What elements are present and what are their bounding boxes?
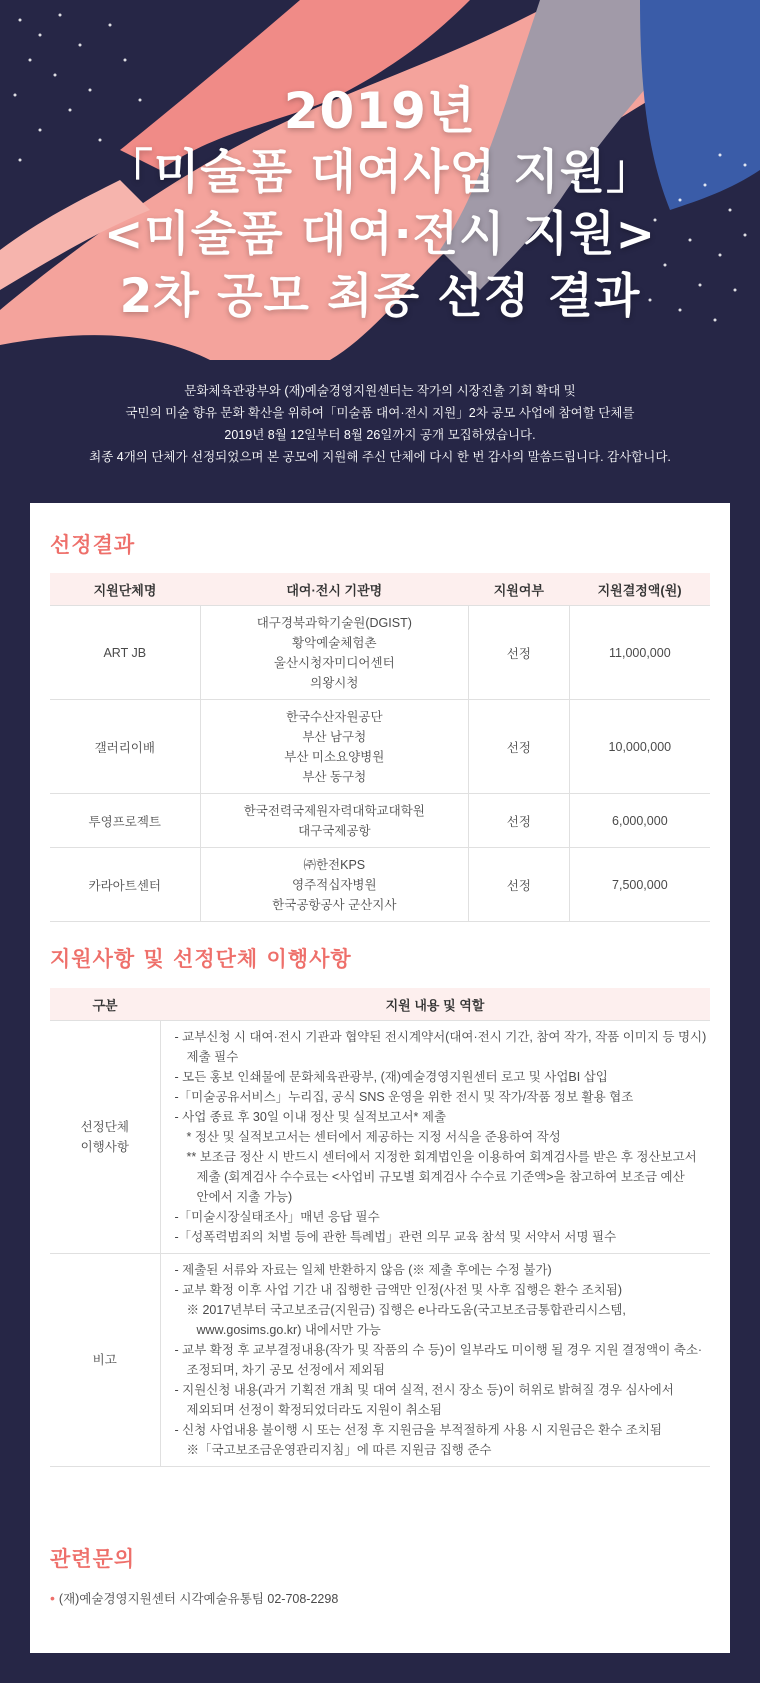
- intro-line: 2019년 8월 12일부터 8월 26일까지 공개 모집하였습니다.: [224, 428, 536, 442]
- content-line: -「미술시장실태조사」매년 응답 필수: [174, 1210, 380, 1224]
- venue-list: [200, 794, 469, 848]
- col-header-content: 지원 내용 및 역할: [160, 988, 710, 1021]
- content-line: 안에서 지출 가능): [196, 1190, 293, 1204]
- content-line: -「성폭력범죄의 처벌 등에 관한 특례법」관련 의무 교육 참석 및 서약서 서명 필수: [174, 1230, 617, 1244]
- content-line: ※ 2017년부터 국고보조금(지원금) 집행은 e나라도움(국고보조금통합관리시스템,: [186, 1303, 626, 1317]
- row-content: [160, 1021, 710, 1254]
- venue-name: 한국전력국제원자력대학교대학원: [243, 803, 425, 818]
- row-label-line: 선정단체: [80, 1120, 129, 1134]
- title-line-year: 2019년: [283, 82, 477, 140]
- table-row: [50, 1021, 710, 1254]
- row-label: [50, 1021, 160, 1254]
- obligations-table: [50, 988, 710, 1467]
- content-line: - 교부 확정 이후 사업 기간 내 집행한 금액만 인정(사전 및 사후 집행은 환수 조치됨): [174, 1283, 623, 1297]
- status-value: 선정: [469, 794, 570, 848]
- row-label: [50, 1254, 160, 1467]
- col-header-amount: 지원결정액(원): [569, 573, 710, 606]
- content-line: - 사업 종료 후 30일 이내 정산 및 실적보고서* 제출: [174, 1110, 447, 1124]
- content-line: - 모든 홍보 인쇄물에 문화체육관광부, (재)예술경영지원센터 로고 및 사업BI 삽입: [174, 1070, 608, 1084]
- results-table: [50, 573, 710, 922]
- page-title: [0, 80, 760, 328]
- content-line: - 교부신청 시 대여·전시 기관과 협약된 전시계약서(대여·전시 기간, 참여 작가, 작품 이미지 등 명시): [174, 1030, 707, 1044]
- content-line: ※「국고보조금운영관리지침」에 따른 지원금 집행 준수: [186, 1443, 492, 1457]
- col-header-category: 구분: [50, 988, 160, 1021]
- content-line: 제출 필수: [186, 1050, 239, 1064]
- content-line: - 지원신청 내용(과거 기획전 개최 및 대여 실적, 전시 장소 등)이 허위로 밝혀질 경우 심사에서: [174, 1383, 674, 1397]
- venue-name: 울산시청자미디어센터: [273, 655, 395, 670]
- row-content: [160, 1254, 710, 1467]
- table-row: [50, 848, 710, 922]
- table-row: [50, 794, 710, 848]
- venue-name: 황악예술체험촌: [292, 635, 377, 650]
- content-line: ** 보조금 정산 시 반드시 센터에서 지정한 회계법인을 이용하여 회계검사를 받은 후 정산보고서: [186, 1150, 697, 1164]
- content-card: [30, 503, 730, 1653]
- amount-value: 6,000,000: [569, 794, 710, 848]
- org-name: 카라아트센터: [50, 848, 200, 922]
- table-row: [50, 1254, 710, 1467]
- bullet-icon: •: [50, 1590, 55, 1606]
- org-name: 갤러리이배: [50, 700, 200, 794]
- contact-text: (재)예술경영지원센터 시각예술유통팀 02-708-2298: [58, 1592, 339, 1606]
- venue-name: ㈜한전KPS: [303, 857, 366, 872]
- venue-list: [200, 606, 469, 700]
- content-line: * 정산 및 실적보고서는 센터에서 제공하는 지정 서식을 준용하여 작성: [186, 1130, 561, 1144]
- content-line: - 제출된 서류와 자료는 일체 반환하지 않음 (※ 제출 후에는 수정 불가): [174, 1263, 552, 1277]
- venue-name: 한국공항공사 군산지사: [272, 897, 397, 912]
- title-line-subprogram: <미술품 대여·전시 지원>: [104, 207, 656, 262]
- org-name: 투영프로젝트: [50, 794, 200, 848]
- intro-line: 최종 4개의 단체가 선정되었으며 본 공모에 지원해 주신 단체에 다시 한 번 감사의 말씀드립니다. 감사합니다.: [89, 450, 671, 464]
- venue-name: 대구국제공항: [298, 823, 371, 838]
- table-row: [50, 606, 710, 700]
- venue-name: 한국수산자원공단: [285, 709, 383, 724]
- venue-name: 부산 남구청: [302, 729, 367, 744]
- contact-section-title: 관련문의: [50, 1546, 136, 1571]
- col-header-org: 지원단체명: [50, 573, 200, 606]
- venue-name: 영주적십자병원: [292, 877, 377, 892]
- contact-info: [50, 1589, 338, 1607]
- content-line: 조정되며, 차기 공모 선정에서 제외됨: [186, 1363, 385, 1377]
- obligations-section-title: 지원사항 및 선정단체 이행사항: [50, 946, 352, 971]
- venue-list: [200, 848, 469, 922]
- content-line: -「미술공유서비스」누리집, 공식 SNS 운영을 위한 전시 및 작가/작품 정보 활용 협조: [174, 1090, 634, 1104]
- row-label-line: 이행사항: [80, 1140, 129, 1154]
- amount-value: 7,500,000: [569, 848, 710, 922]
- status-value: 선정: [469, 700, 570, 794]
- amount-value: 11,000,000: [569, 606, 710, 700]
- intro-line: 문화체육관광부와 (재)예술경영지원센터는 작가의 시장진출 기회 확대 및: [184, 384, 576, 398]
- intro-line: 국민의 미술 향유 문화 확산을 위하여「미술품 대여·전시 지원」2차 공모 사업에 참여할 단체를: [125, 406, 635, 420]
- row-label-line: 비고: [92, 1353, 117, 1367]
- results-section-title: 선정결과: [50, 532, 136, 557]
- venue-name: 부산 동구청: [302, 769, 367, 784]
- content-line: - 신청 사업내용 불이행 시 또는 선정 후 지원금을 부적절하게 사용 시 지원금은 환수 조치됨: [174, 1423, 662, 1437]
- content-line: - 교부 확정 후 교부결정내용(작가 및 작품의 수 등)이 일부라도 미이행 될 경우 지원 결정액이 축소·: [174, 1343, 703, 1357]
- org-name: ART JB: [50, 606, 200, 700]
- venue-name: 대구경북과학기술원(DGIST): [256, 615, 412, 630]
- amount-value: 10,000,000: [569, 700, 710, 794]
- content-line: 제출 (회계검사 수수료는 <사업비 규모별 회계검사 수수료 기준액>을 참고하여 보조금 예산: [196, 1170, 685, 1184]
- status-value: 선정: [469, 606, 570, 700]
- venue-name: 의왕시청: [310, 675, 359, 690]
- title-line-program: 「미술품 대여사업 지원」: [105, 145, 655, 200]
- content-line: www.gosims.go.kr) 내에서만 가능: [196, 1323, 381, 1337]
- col-header-status: 지원여부: [469, 573, 570, 606]
- content-line: 제외되며 선정이 확정되었더라도 지원이 취소됨: [186, 1403, 442, 1417]
- title-line-result: 2차 공모 최종 선정 결과: [119, 269, 641, 324]
- venue-list: [200, 700, 469, 794]
- intro-text: [0, 380, 760, 468]
- venue-name: 부산 미소요양병원: [284, 749, 385, 764]
- col-header-venue: 대여·전시 기관명: [200, 573, 469, 606]
- status-value: 선정: [469, 848, 570, 922]
- table-row: [50, 700, 710, 794]
